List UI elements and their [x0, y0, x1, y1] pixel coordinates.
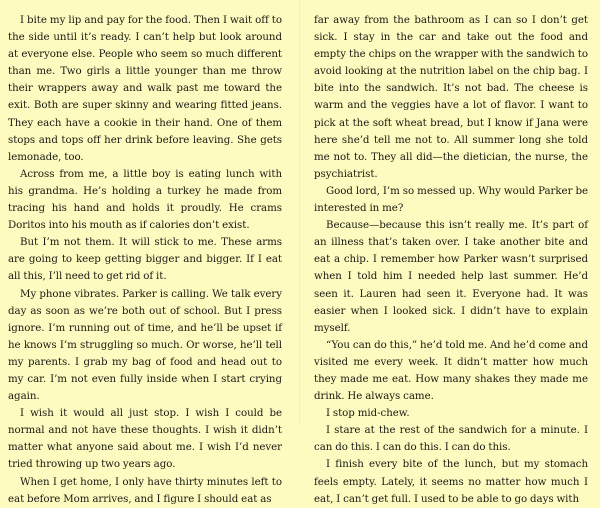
paragraph: I bite my lip and pay for the food. Then I wait off to the side until it’s ready. I can’t help but look around at everyone else. People who seem so much different than me. Two girls a little younger than me throw their wrappers away and walk past me toward the exit. Both are super skinny and wearing fitted jeans. They each have a cookie in their hand. One of them stops and tops off her drink before leaving. She gets lemonade, too.	[8, 14, 282, 163]
right-page	[314, 12, 588, 505]
left-page	[8, 12, 282, 505]
paragraph: Because—because this isn’t really me. It’s part of an illness that’s taken over. I take another bite and eat a chip. I remember how Parker wasn’t surprised when I told him I needed help last summer. He’d seen it. Lauren had seen it. Everyone had. It was easier when I looked sick. I didn’t have to explain myself.	[314, 219, 588, 334]
paragraph: I stop mid-chew.	[326, 407, 410, 420]
paragraph: I wish it would all just stop. I wish I could be normal and not have these thoughts. I wish it didn’t matter what anyone said about me. I wish I’d never tried throwing up two years ago.	[8, 407, 282, 471]
paragraph: I stare at the rest of the sandwich for a minute. I can do this. I can do this. I can do this.	[314, 424, 588, 454]
paragraph: far away from the bathroom as I can so I don’t get sick. I stay in the car and take out the food and empty the chips on the wrapper with the sandwich to avoid looking at the nutrition label on the chip bag. I bite into the sandwich. It’s not bad. The cheese is warm and the veggies have a lot of flavor. I want to pick at the soft wheat bread, but I know if Jana were here she’d tell me not to. All summer long she told me not to. They all did—the dietician, the nurse, the psychiatrist.	[314, 14, 588, 180]
paragraph: But I’m not them. It will stick to me. These arms are going to keep getting bigger and bigger. If I eat all this, I’ll need to get rid of it.	[8, 236, 282, 283]
paragraph: Good lord, I’m so messed up. Why would Parker be interested in me?	[314, 184, 588, 215]
book-gutter	[299, 0, 300, 424]
paragraph: Across from me, a little boy is eating lunch with his grandma. He’s holding a turkey he made from tracing his hand and holds it proudly. He crams Doritos into his mouth as if calories don’t exist.	[8, 167, 282, 232]
paragraph: “You can do this,” he’d told me. And he’d come and visited me every week. It didn’t matter how much they made me eat. How many shakes they made me drink. He always came.	[314, 338, 588, 403]
paragraph: I finish every bite of the lunch, but my stomach feels empty. Lately, it seems no matter how much I eat, I can’t get full. I used to be able to go days with	[314, 458, 588, 505]
paragraph: My phone vibrates. Parker is calling. We talk every day as soon as we’re both out of school. But I press ignore. I’m running out of time, and he’ll be upset if he knows I’m struggling so much. Or worse, he’ll tell my parents. I grab my bag of food and head out to my car. I’m not even fully inside when I start crying again.	[8, 287, 282, 403]
paragraph: When I get home, I only have thirty minutes left to eat before Mom arrives, and I figure I should eat as	[8, 475, 282, 505]
